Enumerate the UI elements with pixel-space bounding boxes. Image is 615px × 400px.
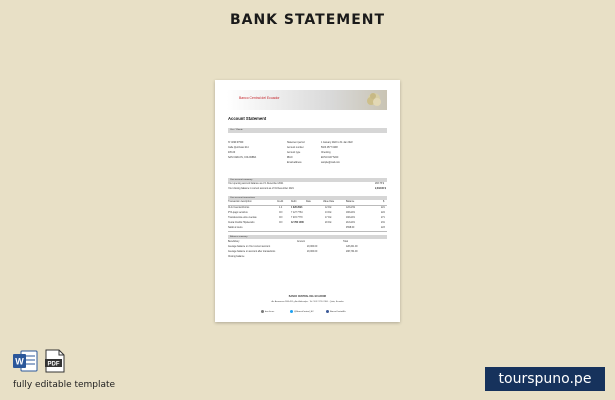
tx-header-cell: Date — [306, 201, 311, 203]
tx-cell: CLG Cuenta Ahorros — [228, 207, 250, 209]
account-field-label: Account number — [287, 147, 304, 149]
section-account-bar: Cta. / Cliente — [228, 128, 387, 133]
divider — [228, 205, 387, 206]
tx-cell: 221 — [381, 207, 385, 209]
tx-cell: 12/12/19 — [346, 207, 355, 209]
tx-cell: CO — [279, 212, 283, 214]
tx-cell: 17 Dic — [325, 217, 332, 219]
tx-cell: 7 127 7764 — [291, 212, 303, 214]
tx-cell: 231 — [381, 222, 385, 224]
brand-badge[interactable]: tourspuno.pe — [485, 367, 605, 391]
account-field-label: Account type — [287, 152, 301, 154]
summary-value: 2,418.00 $ — [375, 188, 386, 190]
balance-cell: Average balance on account after transactions — [228, 251, 276, 253]
footer-bank-name: BANCO CENTRAL DEL ECUADOR — [288, 296, 327, 298]
pdf-label: PDF — [47, 361, 60, 368]
tx-cell: CO — [279, 217, 283, 219]
bank-emblem-icon — [358, 91, 384, 109]
tx-cell: 12 Dic — [325, 207, 332, 209]
word-file-icon — [13, 349, 38, 373]
account-field-value: EC54 0107 5220 — [321, 157, 339, 159]
balance-header-cell: Amount — [297, 241, 305, 243]
social-facebook — [326, 310, 346, 313]
tx-cell: Saldo al cierre — [228, 227, 243, 229]
tx-cell: CO — [279, 222, 283, 224]
tx-cell: 1.4 — [279, 207, 283, 209]
section-balance-bar: Balance summary — [228, 235, 387, 239]
balance-header-cell: Beneficiary — [228, 241, 240, 243]
editable-caption: fully editable template — [13, 380, 116, 390]
account-field-label: Email address — [287, 162, 302, 164]
summary-value: 283.75 $ — [375, 183, 384, 185]
statement-heading: Account Statement — [228, 116, 267, 121]
tx-header-cell: Transaction description — [228, 201, 252, 203]
summary-label: Your closing balance in current account as of 31 December 2021 — [228, 188, 294, 190]
account-field-value: 1 January 2022 to 31 Jan 2022 — [321, 142, 353, 144]
social-web-label: bce.fin.ec — [265, 311, 275, 314]
tx-cell: 7 215 7770 — [291, 217, 303, 219]
globe-icon — [261, 310, 264, 313]
customer-line: 405-00 — [228, 152, 236, 154]
tx-header-cell: $ — [383, 201, 385, 203]
tx-cell: 18/12/21 — [346, 212, 355, 214]
summary-label: Your opening account balance as of 1 December 2021 — [228, 183, 284, 185]
bank-name: Banco Central del Ecuador — [239, 96, 280, 100]
balance-cell: 20,000.00 — [307, 251, 318, 253]
pdf-file-icon — [44, 349, 66, 373]
tx-cell: 223 — [381, 227, 385, 229]
page-title: BANK STATEMENT — [229, 12, 386, 28]
tx-cell: PYA pago servicios — [228, 212, 248, 214]
facebook-icon — [326, 310, 329, 313]
balance-cell: Average balance on Your current account — [228, 246, 271, 248]
customer-line: Calle Quinhuasi 214 — [228, 147, 249, 149]
bank-header-banner — [227, 90, 387, 110]
social-web — [261, 310, 274, 313]
account-field-label: IBAN — [287, 157, 293, 159]
balance-cell: 128,201.00 — [346, 246, 358, 248]
tx-cell: 12 782 1000 — [291, 222, 304, 224]
balance-cell: 20,000.00 — [307, 246, 318, 248]
customer-line: SAN CARLOS, COLOMBIA — [228, 157, 257, 159]
tx-header-cell: Credit — [277, 201, 284, 203]
tx-cell: 1 326 2021 — [291, 207, 303, 209]
social-facebook-label: BancoCentralEc — [330, 311, 346, 314]
social-twitter — [290, 310, 314, 313]
tx-cell: 4598.00 — [346, 227, 355, 229]
customer-line: Nº 4099 07509 — [228, 142, 244, 144]
section-transactions-bar: Your account transactions — [228, 196, 387, 200]
statement-document — [215, 80, 400, 322]
tx-header-cell: Debit — [291, 201, 297, 203]
tx-cell: Transferencia entre cuentas — [228, 217, 257, 219]
tx-cell: 20 Dic — [325, 222, 332, 224]
balance-cell: Closing balance — [228, 256, 245, 258]
tx-cell: 224 — [381, 212, 385, 214]
tx-cell: 21/12/21 — [346, 222, 355, 224]
section-summary-bar: Your account summary — [228, 178, 387, 182]
twitter-icon — [290, 310, 293, 313]
account-field-value: sample@mail.com — [321, 162, 340, 164]
account-field-value: Checking — [321, 152, 331, 154]
tx-header-cell: Value Date — [323, 201, 335, 203]
account-field-value: 5023 4577 0298 — [321, 147, 338, 149]
tx-cell: 19/12/21 — [346, 217, 355, 219]
word-letter: W — [15, 356, 24, 367]
account-field-label: Statement period — [287, 142, 305, 144]
tx-cell: 271 — [381, 217, 385, 219]
footer-address: Av. Amazonas N34-451 y Av. Atahualpa · Tel. 593 2 255 7400 · Quito, Ecuador — [271, 301, 344, 303]
balance-header-cell: Total — [343, 241, 348, 243]
balance-cell: 208,734.00 — [346, 251, 358, 253]
tx-cell: Cuota Crédito Hipotecario — [228, 222, 255, 224]
divider — [228, 231, 387, 232]
social-twitter-label: @BancoCentral_EC — [294, 311, 314, 314]
tx-cell: 13 Dic — [325, 212, 332, 214]
tx-header-cell: Balance — [346, 201, 355, 203]
